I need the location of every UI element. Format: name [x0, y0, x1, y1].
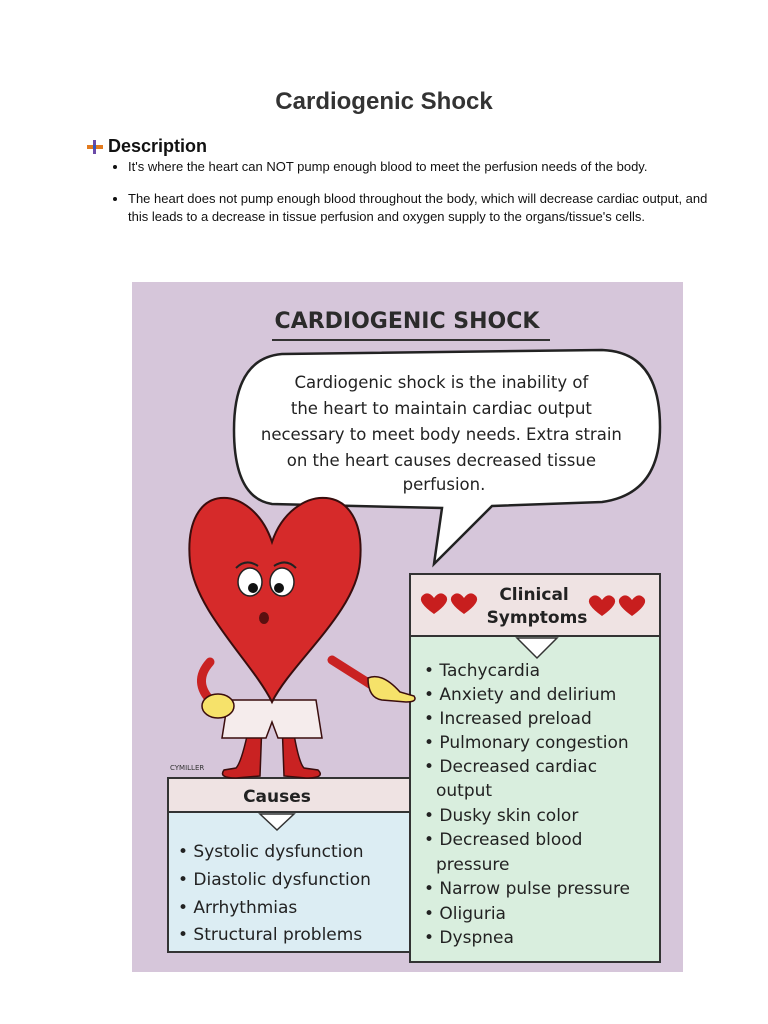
symptom-item: • Decreased cardiac	[424, 757, 598, 777]
clinical-title: Clinical Symptoms	[486, 585, 588, 628]
symptom-item: • Pulmonary congestion	[424, 733, 629, 753]
symptom-item: • Dyspnea	[424, 928, 514, 948]
symptom-item: • Decreased blood	[424, 830, 583, 850]
cardiogenic-shock-illustration	[132, 282, 683, 972]
symptom-item: output	[436, 781, 493, 801]
symptom-item: • Narrow pulse pressure	[424, 879, 631, 899]
speech-line: on the heart causes decreased tissue	[286, 451, 597, 470]
cause-item: • Arrhythmias	[178, 898, 298, 918]
page-title: Cardiogenic Shock	[275, 88, 493, 115]
symptom-item: • Dusky skin color	[424, 806, 579, 826]
cause-item: • Structural problems	[178, 925, 363, 945]
description-list	[104, 158, 708, 240]
symptom-item: pressure	[436, 855, 510, 875]
speech-line: Cardiogenic shock is the inability of	[294, 373, 589, 392]
artist-signature: CYMILLER	[170, 764, 205, 772]
speech-line: the heart to maintain cardiac output	[290, 399, 592, 418]
heart-character-icon	[189, 498, 415, 778]
list-item: • The heart does not pump enough blood throughout the body, which will decrease cardiac output, and this leads to a decrease in tissue perfusion and oxygen supply to the organs/tissue's cells.	[128, 190, 708, 226]
causes-title: Causes	[243, 787, 311, 807]
cause-item: • Diastolic dysfunction	[178, 870, 371, 890]
illustration-heading: CARDIOGENIC SHOCK	[274, 309, 540, 334]
cause-item: • Systolic dysfunction	[178, 842, 364, 862]
symptom-item: • Oliguria	[424, 904, 506, 924]
speech-line: perfusion.	[402, 475, 486, 494]
list-item: • It's where the heart can NOT pump enough blood to meet the perfusion needs of the body.	[128, 158, 708, 176]
speech-line: necessary to meet body needs. Extra strain	[260, 425, 622, 444]
section-heading: Description	[108, 136, 208, 156]
symptom-item: • Increased preload	[424, 709, 592, 729]
description-section-header	[86, 136, 207, 157]
symptom-item: • Anxiety and delirium	[424, 685, 617, 705]
symptom-item: • Tachycardia	[424, 661, 540, 681]
bullet-marker-icon	[86, 139, 104, 155]
